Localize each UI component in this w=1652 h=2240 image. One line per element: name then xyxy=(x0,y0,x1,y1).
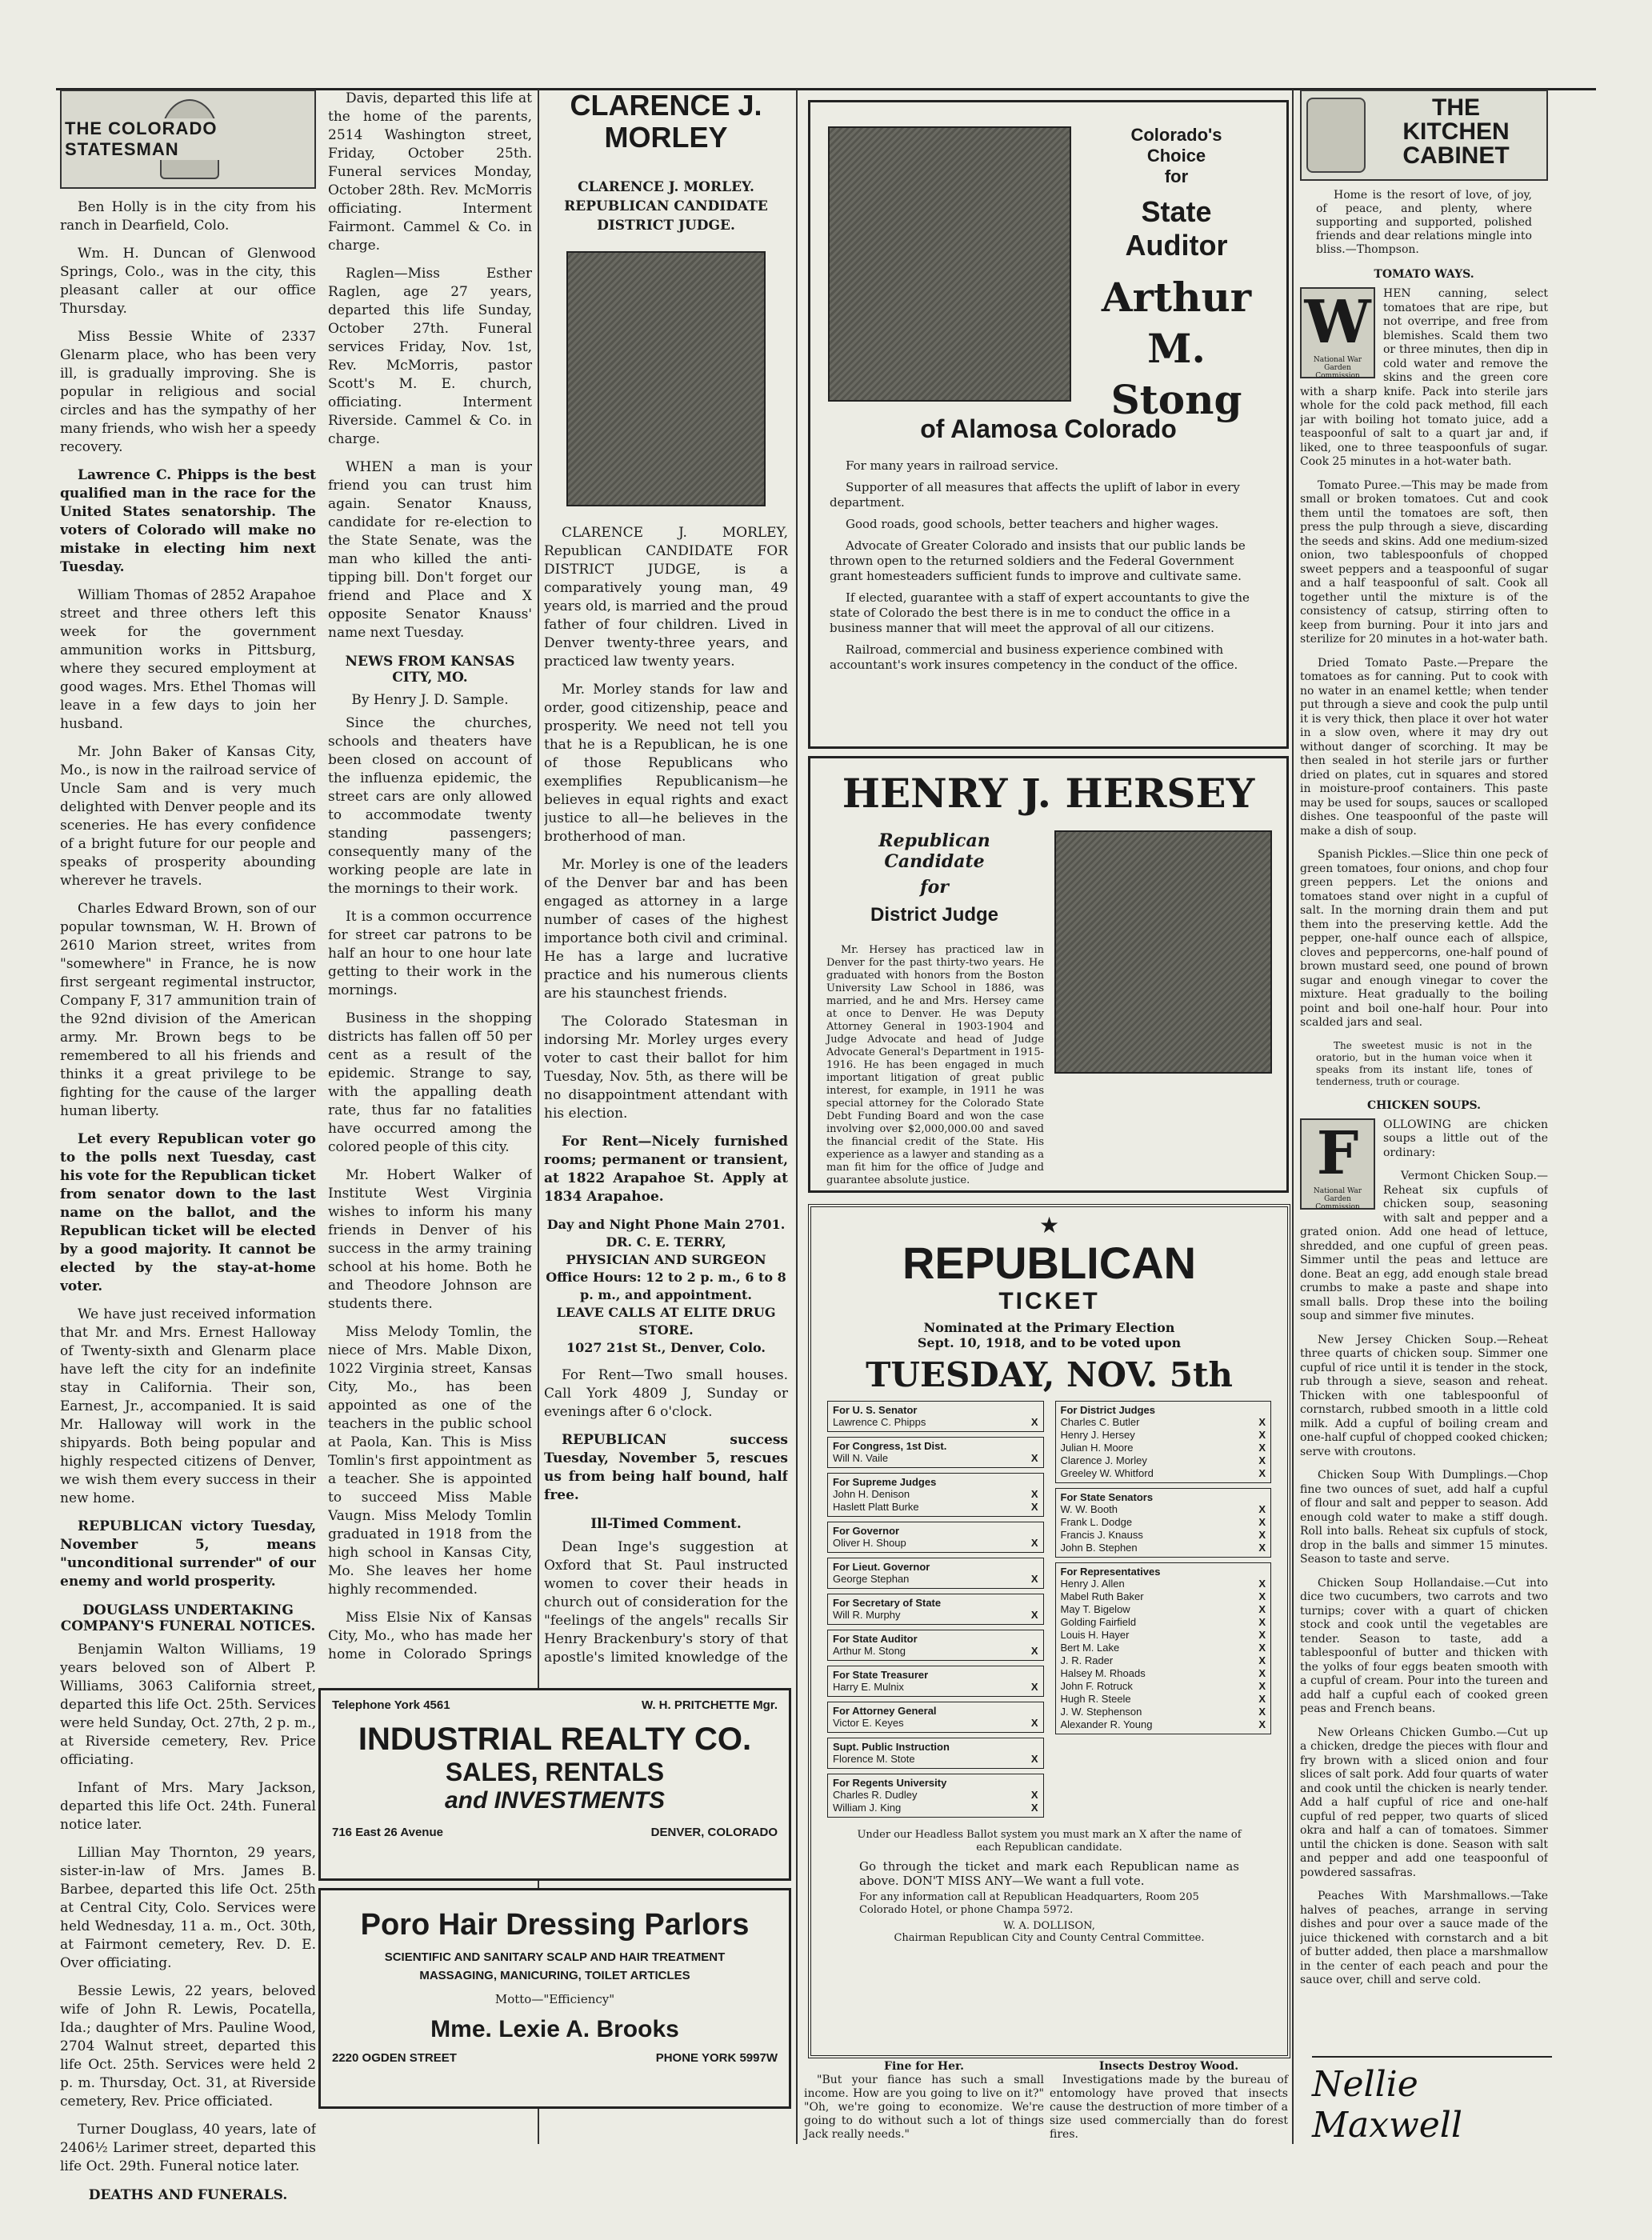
stong-n1: Arthur xyxy=(1101,274,1252,321)
ticket-candidate xyxy=(833,1681,1038,1694)
ticket-office: For Attorney General xyxy=(833,1705,937,1717)
chicken-text: New Jersey Chicken Soup.—Reheat three quarts of chicken soup. Simmer one cupful of rice until it is tender in the stock, rub through a sieve, season and reheat. Thicken with one tablespoonful of cornstarch, rubbed smooth in a little cold milk. Add a cupful of boiling cream and one-half cupful of chopped cooked chicken; serve with croutons. xyxy=(1300,1333,1548,1458)
nellie-maxwell-signature: Nellie Maxwell xyxy=(1312,2056,1552,2146)
ticket-candidate xyxy=(833,1645,1038,1658)
realty-line1: SALES, RENTALS xyxy=(445,1758,665,1786)
stove-icon xyxy=(1306,98,1366,173)
hersey-sub1: Republican Candidate xyxy=(878,830,990,872)
funeral-notice: Infant of Mrs. Mary Jackson, departed this life Oct. 24th. Funeral notice later. xyxy=(60,1780,316,1833)
ballot-mark: X xyxy=(1030,1488,1038,1500)
ticket-left xyxy=(827,1401,1044,1822)
candidate-name: W. W. Booth xyxy=(1060,1503,1118,1515)
hersey-sub2: for xyxy=(920,877,949,898)
ticket-office: For State Treasurer xyxy=(833,1669,929,1681)
ticket-office: For Governor xyxy=(833,1525,900,1537)
ticket-office: For U. S. Senator xyxy=(833,1404,918,1416)
chairman-title: Chairman Republican City and County Central Committee. xyxy=(894,1932,1205,1944)
kc-news: Business in the shopping districts has fallen off 50 per cent as a result of the epidemic. Strange to say, with the appalling death rate, thus far no fatalities have occurred among the colored people of this city. xyxy=(328,1010,532,1155)
poro-owner: Mme. Lexie A. Brooks xyxy=(430,2016,679,2042)
ticket-candidate xyxy=(833,1416,1038,1429)
candidate-name: Charles R. Dudley xyxy=(833,1789,918,1801)
ticket-candidate xyxy=(1061,1629,1266,1642)
ticket-candidate xyxy=(1061,1542,1266,1554)
w-letter: W xyxy=(1304,288,1371,357)
stong-portrait xyxy=(828,126,1071,402)
ticket-office-group xyxy=(827,1522,1044,1553)
ballot-mark: X xyxy=(1258,1503,1266,1515)
column-rule xyxy=(796,90,798,2144)
ticket-candidate xyxy=(1061,1616,1266,1629)
ticket-candidate xyxy=(1061,1454,1266,1467)
ticket-candidate xyxy=(1061,1467,1266,1480)
ticket-office-group xyxy=(1055,1562,1272,1734)
stong-n2: M. xyxy=(1147,325,1206,372)
tomato-text: Dried Tomato Paste.—Prepare the tomatoes as for canning. Put to cook with no water in an enamel kettle; when tender put through a sieve and cook the pulp until it is very thick, then place it over hot water in a slow oven, where it may dry out without danger of scorching. It may be then sealed in hot sterile jars or further dried on plates, cut in squares and stored in moisture-proof containers. This paste may be used for soups, sauces or scalloped dishes. One teaspoonful of the paste will make a dish of soup. xyxy=(1300,656,1548,838)
ballot-mark: X xyxy=(1030,1717,1038,1729)
ballot-mark: X xyxy=(1030,1681,1038,1693)
realty-city: DENVER, COLORADO xyxy=(650,1826,778,1839)
ticket-office: Supt. Public Instruction xyxy=(833,1741,950,1753)
ticket-right xyxy=(1055,1401,1272,1822)
column-2 xyxy=(328,90,532,1664)
ticket-candidate xyxy=(1061,1680,1266,1693)
ticket-office: For State Auditor xyxy=(833,1633,918,1645)
stong-point: Supporter of all measures that affects the uplift of labor in every department. xyxy=(830,480,1240,510)
ticket-candidate xyxy=(1061,1578,1266,1590)
funeral-notice: Bessie Lewis, 22 years, beloved wife of John R. Lewis, Pocatella, Ida.; daughter of Mrs. Pauline Wood, 2704 Walnut street, departed this life Oct. 25th. Services were held 2 p. m. Thursday, Oct. 31, at Riverside cemetery, Rev. Price officiated. xyxy=(60,1983,316,2110)
rent-ad: For Rent—Two small houses. Call York 4809 J, Sunday or evenings after 6 o'clock. xyxy=(544,1367,788,1420)
ballot-mark: X xyxy=(1258,1429,1266,1441)
ballot-mark: X xyxy=(1258,1718,1266,1730)
candidate-name: William J. King xyxy=(833,1802,902,1814)
ticket-nominated-2: Sept. 10, 1918, and to be voted upon xyxy=(917,1335,1182,1350)
ticket-body xyxy=(811,1394,1287,1822)
ballot-mark: X xyxy=(1258,1693,1266,1705)
ill-timed-text: Dean Inge's suggestion at Oxford that St. Paul instructed women to cover their heads in church out of consideration for the "feelings of the angels" recalls Sir Henry Brackenbury's story of that apostle's limited knowledge of the xyxy=(544,1539,788,1664)
stong-points xyxy=(830,458,1267,679)
candidate-name: Florence M. Stote xyxy=(833,1753,915,1765)
morley-bio: CLARENCE J. MORLEY, Republican CANDIDATE FOR DISTRICT JUDGE, is a comparatively young man, 49 years old, is married and the proud father of four children. Lived in Denver twenty-three years, and practiced law twenty years. xyxy=(544,525,788,670)
ballot-mark: X xyxy=(1030,1789,1038,1801)
candidate-name: Golding Fairfield xyxy=(1060,1616,1137,1628)
morley-subtitle: CLARENCE J. MORLEY. REPUBLICAN CANDIDATE DISTRICT JUDGE. xyxy=(564,179,768,234)
poro-phone: PHONE YORK 5997W xyxy=(655,2051,778,2065)
stong-point: For many years in railroad service. xyxy=(846,458,1059,473)
ticket-office-group xyxy=(827,1437,1044,1468)
candidate-name: Will R. Murphy xyxy=(833,1609,901,1621)
ballot-mark: X xyxy=(1030,1416,1038,1428)
ballot-mark: X xyxy=(1258,1629,1266,1641)
f-initial xyxy=(1300,1118,1375,1210)
ballot-mark: X xyxy=(1258,1642,1266,1654)
chicken-text: Vermont Chicken Soup.—Reheat six cupfuls of chicken soup, seasoning with salt and pepper and a grated onion. Add one head of lettuce, shredded, and one cupful of green peas. Simmer until the peas and lettuce are done. Beat an egg, add enough stale bread crumbs to make a paste and shape into small balls. Drop these into the boiling soup and simmer five minutes. xyxy=(1300,1170,1548,1322)
realty-line2: and INVESTMENTS xyxy=(444,1787,666,1814)
funeral-notice: Turner Douglass, 40 years, late of 2406½ Larimer street, departed this life Oct. 29th. Funeral notice later. xyxy=(60,2122,316,2174)
doctor-name: DR. C. E. TERRY, xyxy=(606,1234,726,1250)
fine-for-her xyxy=(804,2060,1044,2142)
ticket-candidate xyxy=(833,1802,1038,1814)
stong-point: If elected, guarantee with a staff of expert accountants to give the state of Colorado the best there is in me to conduct the office in a business manner that will meet the approval of all our citizens. xyxy=(830,590,1250,635)
candidate-name: J. W. Stephenson xyxy=(1060,1706,1142,1718)
ticket-candidate xyxy=(1061,1503,1266,1516)
stong-l3: for xyxy=(1164,166,1189,186)
column-rule xyxy=(1292,90,1294,2144)
rent-ad: For Rent—Nicely furnished rooms; permanent or transient, at 1822 Arapahoe St. Apply at 1834 Arapahoe. xyxy=(544,1134,788,1205)
ballot-mark: X xyxy=(1030,1501,1038,1513)
ticket-candidate xyxy=(1061,1429,1266,1442)
industrial-realty-ad xyxy=(318,1688,791,1881)
ticket-candidate xyxy=(1061,1706,1266,1718)
kitchen-t3: CABINET xyxy=(1402,142,1510,169)
candidate-name: Julian H. Moore xyxy=(1060,1442,1134,1454)
ticket-subtitle: TICKET xyxy=(998,1288,1100,1314)
candidate-name: Haslett Platt Burke xyxy=(833,1501,919,1513)
deaths-heading: DEATHS AND FUNERALS. xyxy=(88,2187,288,2203)
ticket-candidate xyxy=(1061,1416,1266,1429)
poro-line2: MASSAGING, MANICURING, TOILET ARTICLES xyxy=(419,1969,690,1982)
realty-address: 716 East 26 Avenue xyxy=(332,1826,443,1839)
f-letter: F xyxy=(1316,1118,1359,1188)
ballot-mark: X xyxy=(1030,1537,1038,1549)
stong-n3: Stong xyxy=(1110,376,1242,423)
realty-manager: W. H. PRITCHETTE Mgr. xyxy=(641,1698,778,1712)
chicken-text: New Orleans Chicken Gumbo.—Cut up a chicken, dredge the pieces with flour and fry brown with a sliced onion and four slices of salt pork. Add four quarts of water and cook until the chicken is nearly tender. Add a half cupful of rice and one-half cupful of red pepper, two quarts of sliced okra and half a can of tomatoes. Simmer until the chicken is done. Season with salt and pepper and add one teaspoonful of powdered sassafras. xyxy=(1300,1726,1548,1879)
ticket-candidate xyxy=(1061,1516,1266,1529)
ticket-office-group xyxy=(827,1666,1044,1697)
fine-heading: Fine for Her. xyxy=(884,2060,964,2073)
tomato-text: Spanish Pickles.—Slice thin one peck of green tomatoes, four onions, and chop four green peppers. Let the onions and tomatoes stand over night in a cupful of salt. In the morning drain them and put them into the preserving kettle. Add the pepper, one-half ounce each of allspice, cloves and peppercorns, one-half pound of brown mustard seed, one pound of brown sugar and enough vinegar to cover the mixture. Heat gradually to the boiling point and boil one-half hour. Pour into scalded jars and seal. xyxy=(1300,848,1548,1029)
ballot-mark: X xyxy=(1030,1573,1038,1585)
doctor-hours: Office Hours: 12 to 2 p. m., 6 to 8 p. m., and appointment. xyxy=(546,1270,786,1302)
candidate-name: Henry J. Hersey xyxy=(1060,1429,1135,1441)
stong-of: of Alamosa Colorado xyxy=(920,414,1177,443)
news-item: Miss Bessie White of 2337 Glenarm place, who has been very ill, is gradually improving. She is popular in religious and social circles and has the sympathy of her many friends, who wish her a speedy recovery. xyxy=(60,329,316,455)
ballot-mark: X xyxy=(1258,1529,1266,1541)
column-3 xyxy=(544,90,788,1664)
ballot-mark: X xyxy=(1258,1467,1266,1479)
realty-phone: Telephone York 4561 xyxy=(332,1698,450,1712)
ticket-office-group xyxy=(827,1594,1044,1625)
ticket-candidate xyxy=(1061,1642,1266,1654)
ticket-office: For Congress, 1st Dist. xyxy=(833,1440,947,1452)
ticket-office: For District Judges xyxy=(1060,1404,1155,1416)
ticket-office-group xyxy=(827,1401,1044,1432)
candidate-name: Clarence J. Morley xyxy=(1060,1454,1147,1466)
ballot-mark: X xyxy=(1030,1753,1038,1765)
chicken-text: Chicken Soup With Dumplings.—Chop fine two ounces of suet, add half a cupful of flour and salt and pepper to season. Add enough cold water to make a stiff dough. Roll into balls. Reheat six cupfuls of stock, drop in the balls and simmer 15 minutes. Season to taste and serve. xyxy=(1300,1469,1548,1566)
insects-text: Investigations made by the bureau of entomology have proved that insects cause the destruction of more timber of a size used commercially than do forest fires. xyxy=(1050,2074,1288,2141)
candidate-name: Bert M. Lake xyxy=(1060,1642,1120,1654)
stong-l1: Colorado's xyxy=(1130,125,1222,145)
ballot-mark: X xyxy=(1258,1516,1266,1528)
ticket-office: For Representatives xyxy=(1060,1566,1161,1578)
ticket-candidate xyxy=(833,1488,1038,1501)
kitchen-t2: KITCHEN xyxy=(1402,118,1510,145)
f-caption: National War Garden Commission xyxy=(1313,1186,1362,1211)
ticket-candidate xyxy=(833,1501,1038,1514)
ticket-office-group xyxy=(1055,1488,1272,1558)
ticket-office-group xyxy=(1055,1401,1272,1483)
stong-headline xyxy=(1074,125,1278,426)
death-notice: Raglen—Miss Esther Raglen, age 27 years, departed this life Sunday, October 27th. Funeral services Friday, Nov. 1st, Rev. McMorris, pastor Scott's M. E. church, officiating. Interment Riverside. Cammel & Co. in charge. xyxy=(328,266,532,447)
ticket-candidate xyxy=(833,1452,1038,1465)
ticket-office: For Supreme Judges xyxy=(833,1476,937,1488)
ticket-candidate xyxy=(1061,1590,1266,1603)
ticket-candidate xyxy=(833,1789,1038,1802)
go-note: Go through the ticket and mark each Republican name as above. DON'T MISS ANY—We want a full vote. xyxy=(859,1859,1239,1888)
news-item: Charles Edward Brown, son of our popular townsman, W. H. Brown of 2610 Marion street, writes from "somewhere" in France, he is now first sergeant regimental instructor, Company F, 317 ammunition train of the 92nd division of the American army. Mr. Brown begs to be remembered to all his friends and thinks it a great privilege to be fighting for the cause of the larger human liberty. xyxy=(60,901,316,1119)
douglass-heading: DOUGLASS UNDERTAKING COMPANY'S FUNERAL NOTICES. xyxy=(60,1602,316,1634)
ticket-candidate xyxy=(833,1609,1038,1622)
ticket-office-group xyxy=(827,1473,1044,1517)
candidate-name: Lawrence C. Phipps xyxy=(833,1416,926,1428)
candidate-name: Louis H. Hayer xyxy=(1060,1629,1130,1641)
ticket-office-group xyxy=(827,1738,1044,1769)
hersey-sub3: District Judge xyxy=(870,904,999,926)
kc-news: Miss Melody Tomlin, the niece of Mrs. Mable Dixon, 1022 Virginia street, Kansas City, Mo., has been appointed as one of the teachers in the public school at Paola, Kan. This is Miss Tomlin's first appointment as a teacher. She is appointed to succeed Miss Mable Vaugn. Miss Melody Tomlin graduated in 1918 from the high school in Kansas City, Mo. She leaves her home highly recommended. xyxy=(328,1324,532,1598)
funeral-notice: Lillian May Thornton, 29 years, sister-in-law of Mrs. James B. Barbee, departed this life Oct. 25th at Central City, Colo. Services were held Wednesday, 11 a. m., Oct. 30th, at Fairmont cemetery, Rev. D. E. Over officiating. xyxy=(60,1845,316,1971)
stong-point: Good roads, good schools, better teachers and higher wages. xyxy=(846,517,1219,531)
ticket-title: REPUBLICAN xyxy=(902,1238,1197,1288)
hersey-portrait xyxy=(1054,830,1272,1074)
insects-heading: Insects Destroy Wood. xyxy=(1098,2060,1239,2073)
phipps-endorsement: Lawrence C. Phipps is the best qualified man in the race for the United States senatorship. The voters of Colorado will make no mistake in electing him next Tuesday. xyxy=(60,467,316,575)
news-item: Mr. John Baker of Kansas City, Mo., is now in the railroad service of Uncle Sam and is very much delighted with Denver people and its sceneries. He has every confidence of a bright future for our people and speaks of prosperity abounding wherever he travels. xyxy=(60,744,316,889)
tomato-heading: TOMATO WAYS. xyxy=(1374,268,1474,281)
poro-line1: SCIENTIFIC AND SANITARY SCALP AND HAIR TREATMENT xyxy=(384,1950,726,1964)
morley-bio: The Colorado Statesman in indorsing Mr. Morley urges every voter to cast their ballot for him Tuesday, Nov. 5th, as there will be no disappointment attendant with his election. xyxy=(544,1014,788,1122)
candidate-name: Charles C. Butler xyxy=(1060,1416,1140,1428)
doctor-calls: LEAVE CALLS AT ELITE DRUG STORE. xyxy=(556,1305,776,1338)
ticket-candidate xyxy=(1061,1667,1266,1680)
hersey-bio: Mr. Hersey has practiced law in Denver for the past thirty-two years. He graduated with honors from the Boston University Law School in 1886, was married, and he and Mrs. Hersey came at once to Denver. He was Deputy Attorney General in 1903-1904 and Judge Advocate and head of Judge Advocate General's Department in 1915-1916. He has been engaged in much important litigation of great public interest, for example, in 1911 he was special attorney for the Colorado State Debt Funding Board and won the case involving over $2,000,000.00 and saved the financial credit of the State. His experience as a lawyer and standing as a man fit him for the office of Judge and guarantee absolute justice. xyxy=(826,944,1044,1186)
column-1 xyxy=(60,90,316,2208)
candidate-name: John F. Rotruck xyxy=(1060,1680,1133,1692)
candidate-name: Arthur M. Stong xyxy=(833,1645,906,1657)
kc-news: Mr. Hobert Walker of Institute West Virginia wishes to inform his many friends in Denver of his success in the army training school at his home. Both he and Theodore Johnson are students there. xyxy=(328,1167,532,1312)
ticket-office-group xyxy=(827,1558,1044,1589)
vote-appeal: Let every Republican voter go to the polls next Tuesday, cast his vote for the Republican ticket from senator down to the last name on the ballot, and the Republican ticket will be elected by a good majority. It cannot be elected by the stay-at-home voter. xyxy=(60,1131,316,1294)
hersey-name: HENRY J. HERSEY xyxy=(842,770,1255,817)
doctor-phone: Day and Night Phone Main 2701. xyxy=(546,1217,786,1232)
ticket-candidate xyxy=(1061,1693,1266,1706)
morley-header: CLARENCE J. MORLEY xyxy=(570,90,762,154)
insects-destroy-wood xyxy=(1050,2060,1288,2142)
ballot-mark: X xyxy=(1258,1442,1266,1454)
byline: By Henry J. D. Sample. xyxy=(351,692,509,708)
hersey-ad xyxy=(808,756,1289,1193)
candidate-name: Halsey M. Rhoads xyxy=(1060,1667,1146,1679)
ballot-mark: X xyxy=(1258,1706,1266,1718)
ticket-candidate xyxy=(1061,1718,1266,1731)
doctor-ad xyxy=(544,1216,788,1357)
chicken-text: Chicken Soup Hollandaise.—Cut into dice two cucumbers, two carrots and two turnips; cover with a quart of chicken stock and cook until the vegetables are tender. Season to taste, add a tablespoonful of butter and thicken with the yolks of four eggs beaten smooth with a cupful of cream. Pour into the tureen and add half a cupful each of cooked green peas and French beans. xyxy=(1300,1576,1548,1715)
candidate-name: Frank L. Dodge xyxy=(1060,1516,1133,1528)
ticket-candidate xyxy=(833,1573,1038,1586)
stong-l4: State xyxy=(1141,195,1212,228)
ballot-mark: X xyxy=(1258,1667,1266,1679)
masthead-title: THE COLORADO STATESMAN xyxy=(62,118,314,160)
candidate-name: Alexander R. Young xyxy=(1060,1718,1153,1730)
candidate-name: Harry E. Mulnix xyxy=(833,1681,904,1693)
stong-point: Advocate of Greater Colorado and insists that our public lands be thrown open to the returned soldiers and the Federal Government grant homesteaders sufficient funds to improve and cultivate same. xyxy=(830,538,1246,583)
ballot-mark: X xyxy=(1258,1416,1266,1428)
ballot-mark: X xyxy=(1030,1609,1038,1621)
ballot-mark: X xyxy=(1258,1542,1266,1554)
hersey-subtitle xyxy=(826,830,1042,926)
masthead xyxy=(60,90,316,189)
kc-news: It is a common occurrence for street car patrons to be half an hour to one hour late getting to their work in the mornings. xyxy=(328,909,532,998)
candidate-name: J. R. Rader xyxy=(1060,1654,1114,1666)
kc-news: Miss Elsie Nix of Kansas City, Mo., who has made her home in Colorado Springs xyxy=(328,1610,532,1662)
candidate-name: George Stephan xyxy=(833,1573,910,1585)
chairman-name: W. A. DOLLISON, xyxy=(1003,1920,1095,1932)
realty-name: INDUSTRIAL REALTY CO. xyxy=(358,1722,752,1757)
tomato-text: HEN canning, select tomatoes that are ripe, but not overripe, and free from blemishes. Scald them two or three minutes, then dip in cold water and remove the skins and the green core with a sharp knife. Pack into sterile jars whole for the cold pack method, fill each jar with boiling hot tomato juice, add a teaspoonful of salt to a quart jar and, if liked, one to three teaspoonfuls of sugar. Cook 25 minutes in a hot-water bath. xyxy=(1300,287,1548,468)
chicken-text: Peaches With Marshmallows.—Take halves of peaches, arrange in serving dishes and pour over a sauce made of the juice thickened with cornstarch and a bit of butter added, then place a marshmallow in the center of each peach and pour the sauce over, chill and serve cold. xyxy=(1300,1890,1548,1986)
ticket-candidate xyxy=(1061,1603,1266,1616)
poro-name: Poro Hair Dressing Parlors xyxy=(360,1908,750,1942)
ballot-mark: X xyxy=(1258,1590,1266,1602)
ill-timed-heading: Ill-Timed Comment. xyxy=(590,1516,742,1532)
ballot-mark: X xyxy=(1258,1578,1266,1590)
candidate-name: Hugh R. Steele xyxy=(1060,1693,1131,1705)
ticket-office-group xyxy=(827,1630,1044,1661)
stong-point: Railroad, commercial and business experience combined with accountant's work insures competency in the conduct of the office. xyxy=(830,642,1238,672)
ballot-mark: X xyxy=(1030,1802,1038,1814)
doctor-address: 1027 21st St., Denver, Colo. xyxy=(566,1340,766,1355)
victory-note: REPUBLICAN victory Tuesday, November 5, means "unconditional surrender" of our enemy and world prosperity. xyxy=(60,1518,316,1590)
morley-bio: Mr. Morley stands for law and order, good citizenship, peace and prosperity. We need not tell you that he is a Republican, he is one of those Republicans who exemplifies Republicanism—he believes in equal rights and exact justice to all—he believes in the brotherhood of man. xyxy=(544,682,788,845)
news-item: Wm. H. Duncan of Glenwood Springs, Colo., was in the city, this pleasant caller at our office Thursday. xyxy=(60,246,316,317)
morley-bio: Mr. Morley is one of the leaders of the Denver bar and has been engaged as attorney in a large number of cases of the highest importance both civil and criminal. He has a large and lucrative practice and his numerous clients are his staunchest friends. xyxy=(544,857,788,1002)
funeral-notice: Benjamin Walton Williams, 19 years beloved son of Albert P. Williams, 3063 California street, departed this life Oct. 25th. Services were held Sunday, Oct. 27th, 2 p. m., at Riverside cemetery, Rev. Price officiating. xyxy=(60,1642,316,1768)
poro-motto: Motto—"Efficiency" xyxy=(494,1992,615,2006)
news-item: William Thomas of 2852 Arapahoe street and three others left this week for the government ammunition works in Pittsburg, where they secured employment at good wages. Mrs. Ethel Thomas will leave in a few days to join her husband. xyxy=(60,587,316,732)
candidate-name: May T. Bigelow xyxy=(1060,1603,1130,1615)
ballot-note: Under our Headless Ballot system you must mark an X after the name of each Republican candidate. xyxy=(857,1829,1242,1854)
chicken-text: OLLOWING are chicken soups a little out of the ordinary: xyxy=(1383,1118,1548,1159)
republican-ticket xyxy=(808,1204,1290,2058)
poro-ad xyxy=(318,1888,791,2109)
candidate-name: Mabel Ruth Baker xyxy=(1060,1590,1144,1602)
ticket-office-group xyxy=(827,1702,1044,1733)
kitchen-intro: Home is the resort of love, of joy, of peace, and plenty, where supporting and supported, polished friends and dear relations mingle into bliss.—Thompson. xyxy=(1316,189,1532,256)
candidate-name: Oliver H. Shoup xyxy=(833,1537,906,1549)
kansas-city-heading: NEWS FROM KANSAS CITY, MO. xyxy=(345,654,515,686)
ticket-date: TUESDAY, NOV. 5th xyxy=(866,1355,1233,1394)
success-note: REPUBLICAN success Tuesday, November 5, rescues us from being half bound, half free. xyxy=(544,1432,788,1503)
column-4 xyxy=(1300,90,1548,2208)
ticket-office: For State Senators xyxy=(1060,1491,1154,1503)
poro-address: 2220 OGDEN STREET xyxy=(332,2051,457,2065)
candidate-name: Henry J. Allen xyxy=(1060,1578,1125,1590)
candidate-name: Will N. Vaile xyxy=(833,1452,889,1464)
doctor-title: PHYSICIAN AND SURGEON xyxy=(566,1252,766,1267)
candidate-name: John H. Denison xyxy=(833,1488,910,1500)
star-icon: ★ xyxy=(1038,1212,1060,1238)
ticket-candidate xyxy=(833,1717,1038,1730)
news-item: Ben Holly is in the city from his ranch in Dearfield, Colo. xyxy=(60,199,316,234)
kc-news: Since the churches, schools and theaters have been closed on account of the influenza epidemic, the street cars are only allowed to accommodate twenty standing passengers; consequently many of the working people are late in the mornings to their work. xyxy=(328,715,532,897)
death-notice: Davis, departed this life at the home of the parents, 2514 Washington street, Friday, October 25th. Funeral services Monday, October 28th. Rev. McMorris officiating. Interment Fairmont. Cammel & Co. in charge. xyxy=(328,90,532,254)
ballot-mark: X xyxy=(1258,1680,1266,1692)
w-initial xyxy=(1300,287,1375,378)
ballot-mark: X xyxy=(1258,1454,1266,1466)
fine-text: "But your fiance has such a small income. How are you going to live on it?" "Oh, we're going to economize. We're going to do without such a lot of things Jack really needs." xyxy=(804,2074,1044,2141)
stong-l5: Auditor xyxy=(1125,229,1228,262)
info-note: For any information call at Republican Headquarters, Room 205 Colorado Hotel, or phone Champa 5972. xyxy=(859,1891,1199,1916)
candidate-name: John B. Stephen xyxy=(1060,1542,1138,1554)
ticket-candidate xyxy=(833,1537,1038,1550)
ticket-candidate xyxy=(833,1753,1038,1766)
candidate-name: Victor E. Keyes xyxy=(833,1717,904,1729)
ticket-candidate xyxy=(1061,1654,1266,1667)
ticket-office-group xyxy=(827,1774,1044,1818)
candidate-name: Francis J. Knauss xyxy=(1060,1529,1143,1541)
kitchen-quote: The sweetest music is not in the oratorio, but in the human voice when it speaks from its instant life, tones of tenderness, truth or courage. xyxy=(1316,1039,1532,1087)
tomato-text: Tomato Puree.—This may be made from small or broken tomatoes. Cut and cook them until the tomatoes are soft, then press the pulp through a sieve, discarding the seeds and skins. Add one medium-sized onion, two tablespoonfuls of chopped sweet peppers and a teaspoonful of sugar and a half teaspoonful of salt. Cook all together until the mixture is of the consistency of catsup, stirring often to keep from burning. Pour it into jars and sterilize for 20 minutes in a hot-water bath. xyxy=(1300,478,1548,646)
kitchen-t1: THE xyxy=(1432,94,1480,121)
knauss-note: WHEN a man is your friend you can trust him again. Senator Knauss, candidate for re-election to the State Senate, was the man who killed the anti-tipping bill. Don't forget our friend and Place and X opposite Senator Knauss' name next Tuesday. xyxy=(328,459,532,641)
news-item: We have just received information that Mr. and Mrs. Ernest Halloway of Twenty-sixth and Glenarm place have left the city for an indefinite stay in California. Their son, Earnest, Jr., accompanied. It is said Mr. Halloway will work in the shipyards. Both being popular and highly respected citizens of Denver, we wish them every success in their new home. xyxy=(60,1306,316,1506)
w-caption: National War Garden Commission xyxy=(1313,356,1362,380)
ballot-mark: X xyxy=(1258,1603,1266,1615)
ticket-candidate xyxy=(1061,1529,1266,1542)
ticket-nominated: Nominated at the Primary Election xyxy=(923,1320,1175,1335)
kitchen-cabinet-header xyxy=(1300,90,1548,181)
ticket-candidate xyxy=(1061,1442,1266,1454)
ballot-mark: X xyxy=(1258,1616,1266,1628)
ballot-mark: X xyxy=(1030,1452,1038,1464)
stong-ad xyxy=(808,100,1289,749)
ticket-office: For Lieut. Governor xyxy=(833,1561,930,1573)
stong-l2: Choice xyxy=(1146,146,1206,166)
ticket-office: For Regents University xyxy=(833,1777,947,1789)
candidate-name: Greeley W. Whitford xyxy=(1060,1467,1154,1479)
chicken-heading: CHICKEN SOUPS. xyxy=(1366,1098,1482,1112)
ticket-office: For Secretary of State xyxy=(833,1597,942,1609)
ballot-mark: X xyxy=(1258,1654,1266,1666)
ballot-mark: X xyxy=(1030,1645,1038,1657)
morley-portrait xyxy=(566,251,766,506)
